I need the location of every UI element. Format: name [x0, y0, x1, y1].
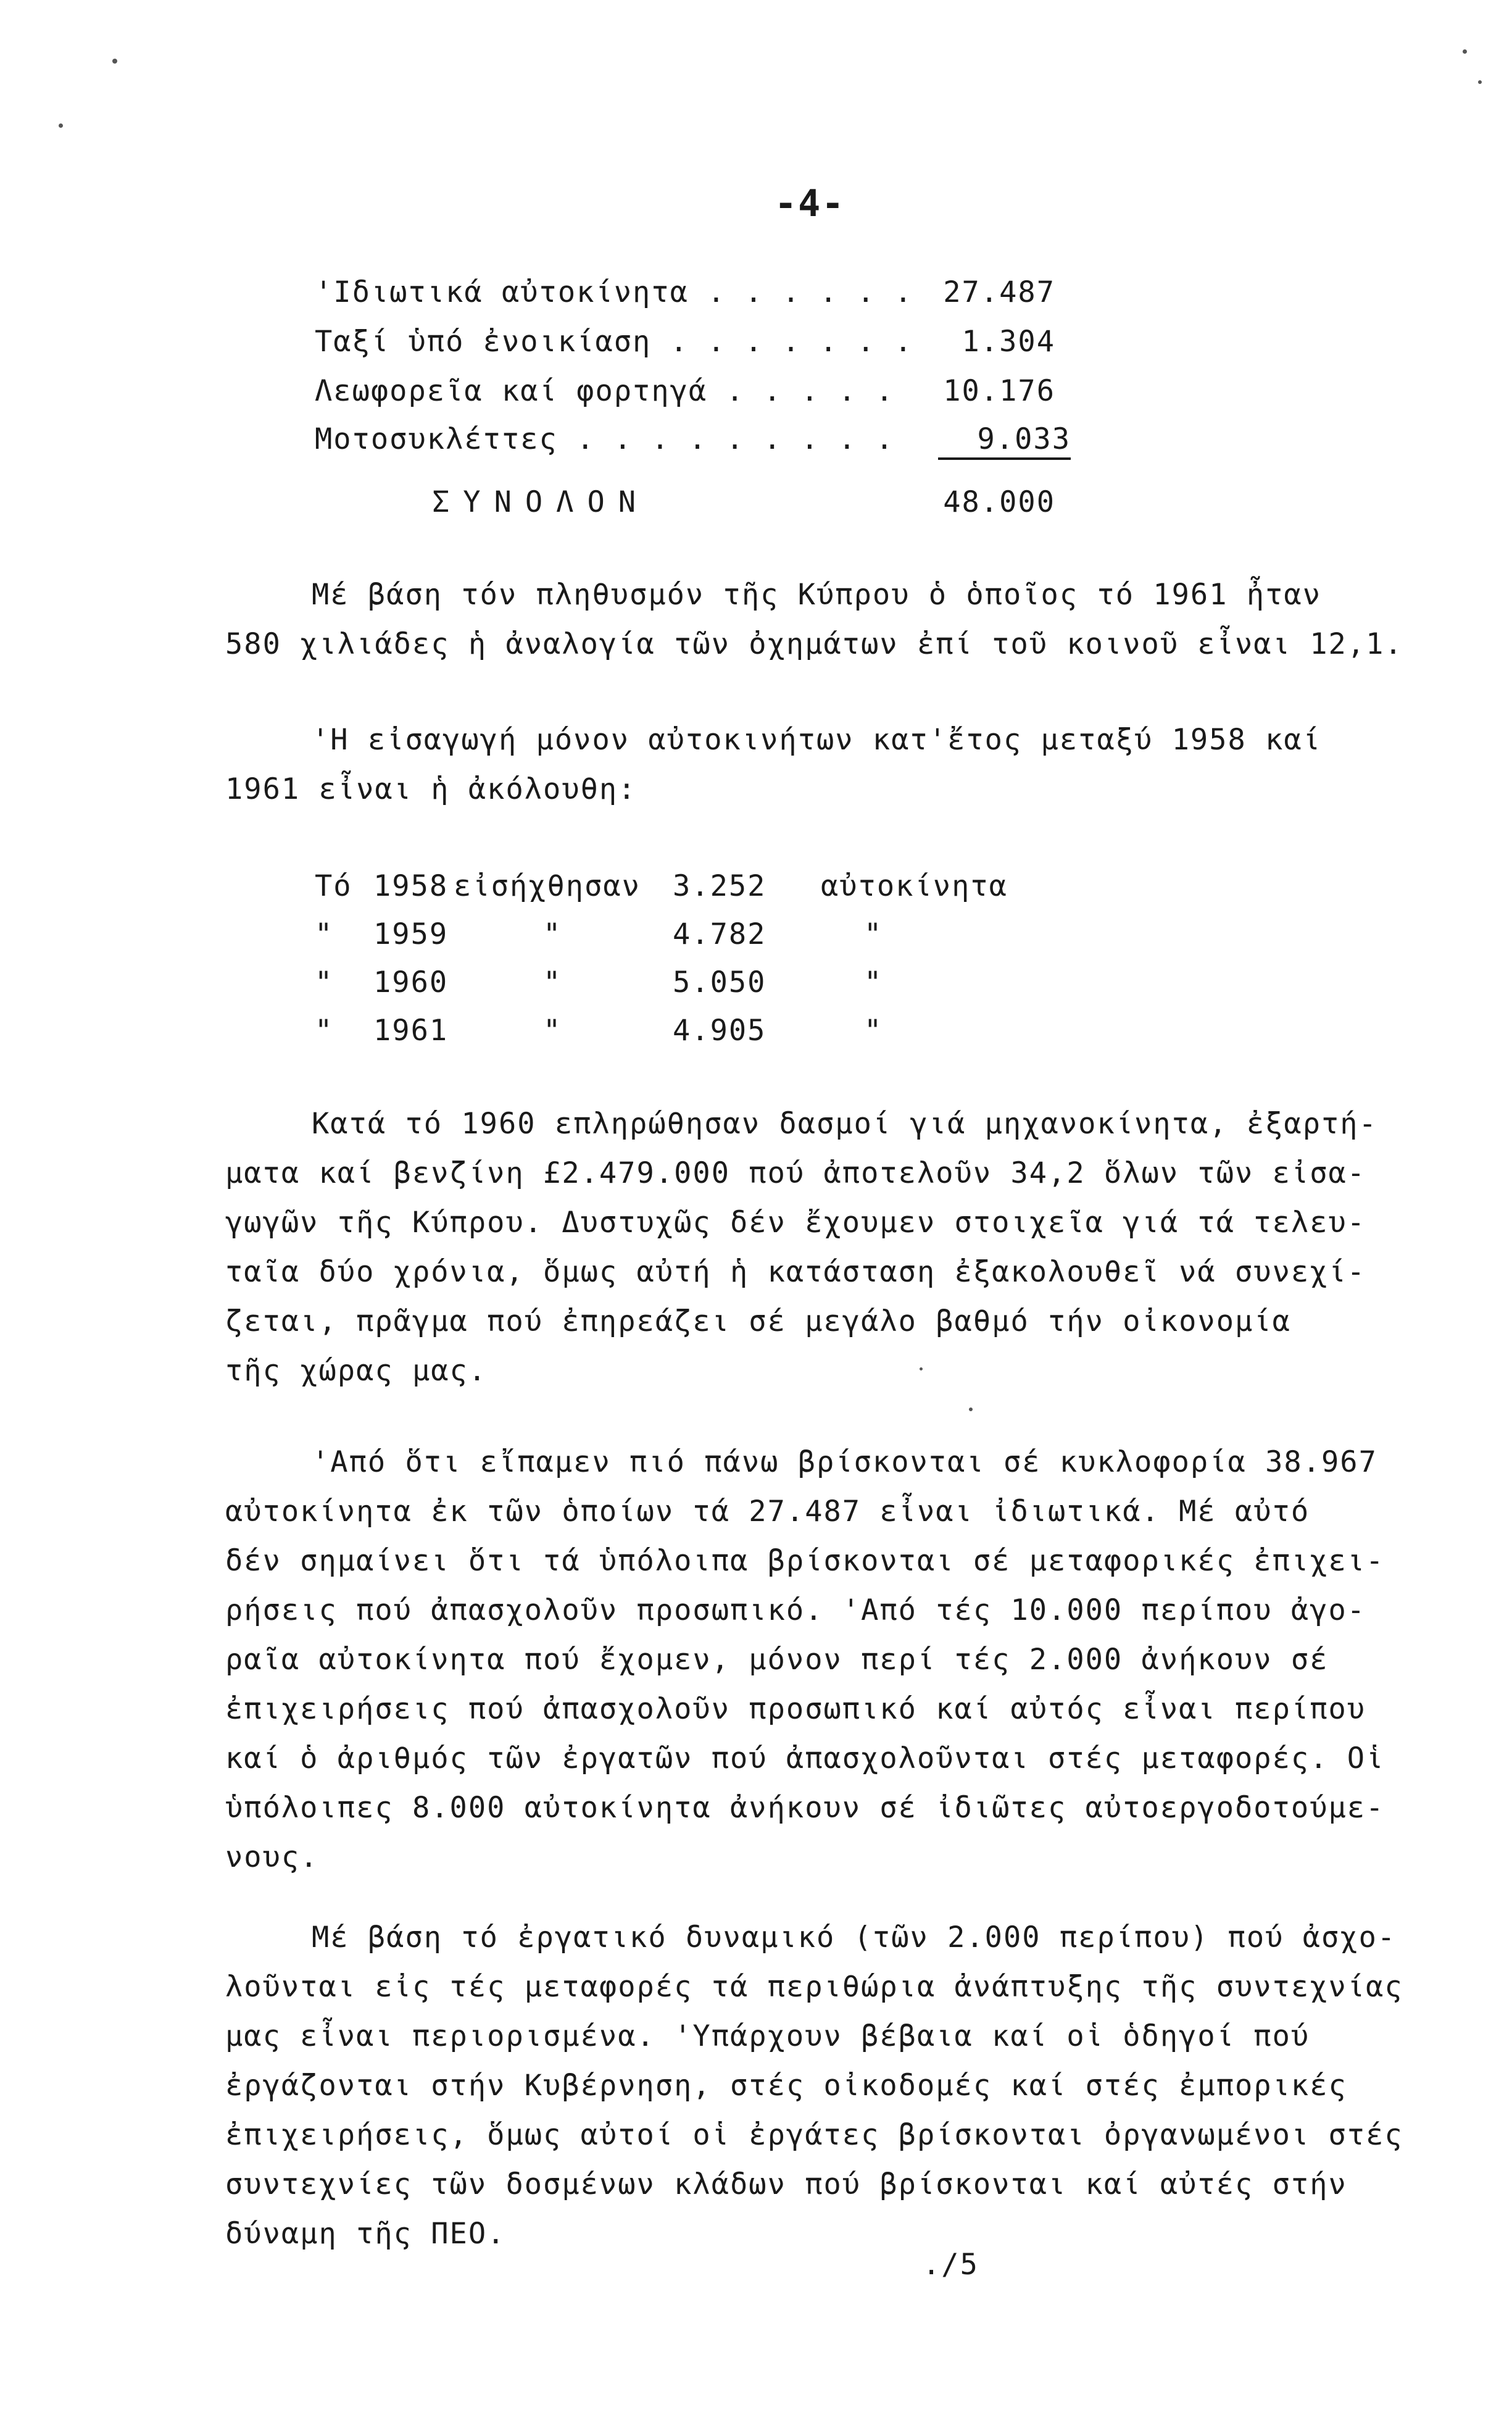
- import-year: 1958: [373, 869, 449, 903]
- text-line: ματα καί βενζίνη £2.479.000 πού ἀποτελοῦν 34,2 ὅλων τῶν εἰσα-: [225, 1156, 1366, 1190]
- text-line: ταῖα δύο χρόνια, ὅμως αὐτή ἡ κατάσταση ἐξακολουθεῖ νά συνεχί-: [225, 1255, 1366, 1289]
- text-line: δέν σημαίνει ὅτι τά ὑπόλοιπα βρίσκονται σέ μεταφορικές ἐπιχει-: [225, 1544, 1385, 1578]
- total-value: 48.000: [943, 485, 1055, 519]
- text-line: νους.: [225, 1840, 319, 1874]
- text-line: ἐπιχειρήσεις πού ἀπασχολοῦν προσωπικό καί αὐτός εἶναι περίπου: [225, 1692, 1366, 1726]
- text-line: 'Η εἰσαγωγή μόνον αὐτοκινήτων κατ'ἔτος μεταξύ 1958 καί: [312, 723, 1322, 757]
- import-verb: εἰσήχθησαν: [454, 869, 641, 903]
- text-line: μας εἶναι περιορισμένα. 'Υπάρχουν βέβαια καί οἱ ὁδηγοί πού: [225, 2019, 1310, 2053]
- text-line: 'Από ὅτι εἴπαμεν πιό πάνω βρίσκονται σέ κυκλοφορία 38.967: [312, 1445, 1377, 1479]
- import-count: 4.782: [673, 917, 766, 951]
- import-verb: ": [543, 965, 562, 999]
- table-row-label: Μοτοσυκλέττες . . . . . . . . .: [315, 422, 895, 456]
- text-line: γωγῶν τῆς Κύπρου. Δυστυχῶς δέν ἔχουμεν στοιχεῖα γιά τά τελευ-: [225, 1206, 1366, 1240]
- import-year: 1961: [373, 1014, 449, 1048]
- text-line: Μέ βάση τόν πληθυσμόν τῆς Κύπρου ὁ ὁποῖος τό 1961 ἦταν: [312, 578, 1322, 612]
- text-line: δύναμη τῆς ΠΕΟ.: [225, 2217, 506, 2251]
- import-verb: ": [543, 1014, 562, 1048]
- text-line: λοῦνται εἰς τές μεταφορές τά περιθώρια ἀνάπτυξης τῆς συντεχνίας: [225, 1970, 1403, 2004]
- scan-speck: [969, 1408, 973, 1411]
- text-line: ζεται, πρᾶγμα πού ἐπηρεάζει σέ μεγάλο βαθμό τήν οἰκονομία: [225, 1304, 1291, 1338]
- text-line: συντεχνίες τῶν δοσμένων κλάδων πού βρίσκονται καί αὐτές στήν: [225, 2167, 1347, 2201]
- continuation-marker: ./5: [923, 2248, 979, 2282]
- import-count: 3.252: [673, 869, 766, 903]
- table-row-value: 27.487: [943, 275, 1055, 309]
- table-row-label: Ταξί ὑπό ἐνοικίαση . . . . . . .: [315, 325, 913, 359]
- text-line: 1961 εἶναι ἡ ἀκόλουθη:: [225, 772, 637, 806]
- text-line: καί ὁ ἀριθμός τῶν ἐργατῶν πού ἀπασχολοῦνται στές μεταφορές. Οἱ: [225, 1741, 1385, 1775]
- text-line: ἐργάζονται στήν Κυβέρνηση, στές οἰκοδομές καί στές ἐμπορικές: [225, 2069, 1347, 2103]
- page-number: -4-: [775, 182, 845, 225]
- import-year: 1960: [373, 965, 449, 999]
- scan-speck: [1478, 80, 1482, 84]
- import-count: 4.905: [673, 1014, 766, 1048]
- scan-speck: [920, 1367, 923, 1370]
- import-prefix: ": [315, 917, 334, 951]
- table-row-label: Λεωφορεῖα καί φορτηγά . . . . .: [315, 374, 895, 408]
- total-label: ΣΥΝΟΛΟΝ: [432, 485, 650, 519]
- text-line: Κατά τό 1960 επληρώθησαν δασμοί γιά μηχανοκίνητα, ἐξαρτή-: [312, 1107, 1377, 1141]
- import-prefix: ": [315, 965, 334, 999]
- text-line: ἐπιχειρήσεις, ὅμως αὐτοί οἱ ἐργάτες βρίσκονται ὀργανωμένοι στές: [225, 2118, 1403, 2152]
- text-line: ρήσεις πού ἀπασχολοῦν προσωπικό. 'Από τές 10.000 περίπου ἀγο-: [225, 1593, 1366, 1627]
- scan-speck: [1463, 49, 1467, 54]
- table-row-value: 9.033: [938, 425, 1071, 460]
- table-row-label: 'Ιδιωτικά αὐτοκίνητα . . . . . .: [315, 275, 913, 309]
- text-line: ὑπόλοιπες 8.000 αὐτοκίνητα ἀνήκουν σέ ἰδιῶτες αὐτοεργοδοτούμε-: [225, 1791, 1385, 1825]
- text-line: 580 χιλιάδες ἡ ἀναλογία τῶν ὀχημάτων ἐπί τοῦ κοινοῦ εἶναι 12,1.: [225, 627, 1403, 661]
- import-prefix: Τό: [315, 869, 352, 903]
- text-line: αὐτοκίνητα ἐκ τῶν ὁποίων τά 27.487 εἶναι ἰδιωτικά. Μέ αὐτό: [225, 1495, 1310, 1528]
- table-row-value: 10.176: [943, 374, 1055, 408]
- import-unit: ": [864, 917, 883, 951]
- import-count: 5.050: [673, 965, 766, 999]
- import-unit: αὐτοκίνητα: [821, 869, 1008, 903]
- scan-speck: [59, 123, 63, 128]
- text-line: ραῖα αὐτοκίνητα πού ἔχομεν, μόνον περί τές 2.000 ἀνήκουν σέ: [225, 1643, 1329, 1677]
- table-row-value: 1.304: [962, 325, 1055, 359]
- import-unit: ": [864, 1014, 883, 1048]
- scan-speck: [112, 59, 117, 64]
- import-prefix: ": [315, 1014, 334, 1048]
- text-line: Μέ βάση τό ἐργατικό δυναμικό (τῶν 2.000 περίπου) πού ἀσχο-: [312, 1920, 1397, 1954]
- import-unit: ": [864, 965, 883, 999]
- text-line: τῆς χώρας μας.: [225, 1354, 488, 1388]
- import-verb: ": [543, 917, 562, 951]
- import-year: 1959: [373, 917, 449, 951]
